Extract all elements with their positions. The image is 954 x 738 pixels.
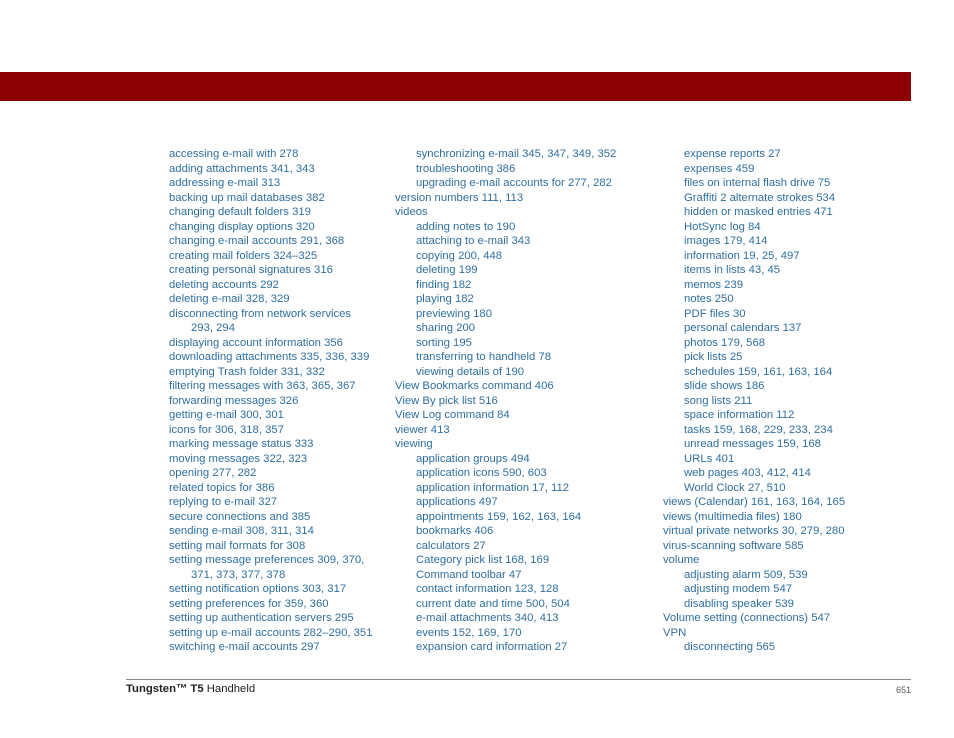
index-subentry: filtering messages with 363, 365, 367	[169, 380, 356, 392]
index-subentry: creating personal signatures 316	[169, 264, 333, 276]
index-subentry: URLs 401	[684, 452, 735, 465]
index-subentry: previewing 180	[416, 307, 492, 320]
index-subentry: transferring to handheld 78	[416, 351, 552, 363]
index-entry: View By pick list 516	[395, 394, 498, 407]
index-subentry: song lists 211	[684, 394, 753, 407]
index-subentry: disconnecting from network services	[169, 307, 352, 320]
index-subentry: disconnecting 565	[684, 641, 776, 653]
index-subentry: backing up mail databases 382	[169, 191, 325, 204]
index-entry: version numbers 111, 113	[395, 191, 524, 204]
index-subentry: attaching to e-mail 343	[416, 235, 531, 247]
index-subentry: switching e-mail accounts 297	[169, 641, 320, 653]
index-subentry: images 179, 414	[684, 235, 768, 247]
index-subentry: icons for 306, 318, 357	[169, 423, 284, 436]
index-subentry: pick lists 25	[684, 351, 743, 363]
header-band	[0, 72, 911, 101]
index-subentry: application information 17, 112	[416, 481, 570, 494]
index-subentry: web pages 403, 412, 414	[684, 467, 811, 479]
footer-product-rest: Handheld	[203, 683, 256, 695]
index-subentry: deleting 199	[416, 264, 478, 276]
index-entry: View Bookmarks command 406	[395, 380, 554, 392]
footer-product-bold: Tungsten™ T5	[126, 683, 204, 695]
index-subentry: HotSync log 84	[684, 220, 761, 233]
index-subentry: creating mail folders 324–325	[169, 249, 318, 262]
index-entry: virtual private networks 30, 279, 280	[663, 525, 845, 537]
index-entry: Volume setting (connections) 547	[663, 612, 831, 624]
footer-rule	[126, 679, 911, 680]
index-subentry: playing 182	[416, 293, 474, 305]
index-subentry: application groups 494	[416, 452, 530, 465]
index-entry: volume	[663, 554, 700, 566]
index-subentry: calculators 27	[416, 539, 486, 552]
index-entry: views (Calendar) 161, 163, 164, 165	[663, 496, 846, 508]
index-subentry: accessing e-mail with 278	[169, 148, 299, 160]
index-subentry: secure connections and 385	[169, 510, 311, 523]
index-subentry: Command toolbar 47	[416, 568, 522, 581]
index-subentry: files on internal flash drive 75	[684, 177, 831, 189]
index-subentry: applications 497	[416, 496, 498, 508]
index-subentry: photos 179, 568	[684, 336, 766, 349]
index-subentry: notes 250	[684, 293, 734, 305]
index-subentry: Category pick list 168, 169	[416, 554, 550, 566]
index-column-2	[395, 147, 660, 655]
index-subentry: changing e-mail accounts 291, 368	[169, 235, 345, 247]
index-subentry: setting notification options 303, 317	[169, 583, 347, 595]
index-subentry: setting preferences for 359, 360	[169, 597, 329, 610]
index-subentry: finding 182	[416, 278, 472, 291]
index-column-3	[663, 147, 908, 655]
index-subentry: addressing e-mail 313	[169, 177, 281, 189]
index-subentry: changing default folders 319	[169, 206, 311, 218]
index-subentry: PDF files 30	[684, 307, 746, 320]
index-subentry: space information 112	[684, 409, 795, 421]
index-subentry: sorting 195	[416, 336, 472, 349]
index-subentry: adding notes to 190	[416, 220, 516, 233]
index-subentry: memos 239	[684, 278, 744, 291]
index-subentry: replying to e-mail 327	[169, 496, 278, 508]
index-subentry: sending e-mail 308, 311, 314	[169, 525, 314, 537]
index-subentry: bookmarks 406	[416, 525, 494, 537]
page-number: 651	[895, 685, 911, 695]
index-subentry: tasks 159, 168, 229, 233, 234	[684, 423, 833, 436]
index-subentry: changing display options 320	[169, 220, 315, 233]
index-entry: viewer 413	[395, 423, 450, 436]
index-subentry: adjusting alarm 509, 539	[684, 568, 808, 581]
index-subentry: expansion card information 27	[416, 641, 568, 653]
index-subentry: emptying Trash folder 331, 332	[169, 365, 325, 378]
index-subentry: related topics for 386	[169, 481, 275, 494]
index-subentry: appointments 159, 162, 163, 164	[416, 510, 582, 523]
index-subentry: upgrading e-mail accounts for 277, 282	[416, 177, 612, 189]
index-subentry: setting up e-mail accounts 282–290, 351	[169, 626, 373, 639]
index-subentry: personal calendars 137	[684, 322, 802, 334]
index-subentry: displaying account information 356	[169, 336, 343, 349]
index-subentry: unread messages 159, 168	[684, 438, 821, 450]
index-subentry: getting e-mail 300, 301	[169, 409, 284, 421]
index-subentry: adding attachments 341, 343	[169, 162, 315, 175]
index-subentry: expense reports 27	[684, 148, 781, 160]
index-subentry: setting mail formats for 308	[169, 539, 306, 552]
index-subentry: schedules 159, 161, 163, 164	[684, 365, 833, 378]
index-subentry: application icons 590, 603	[416, 467, 547, 479]
index-subentry: items in lists 43, 45	[684, 264, 781, 276]
index-entry: views (multimedia files) 180	[663, 510, 802, 523]
index-subentry: adjusting modem 547	[684, 583, 793, 595]
index-subentry: contact information 123, 128	[416, 583, 559, 595]
index-subentry: synchronizing e-mail 345, 347, 349, 352	[416, 148, 617, 160]
index-entry-continuation: 293, 294	[191, 322, 235, 334]
index-subentry: setting message preferences 309, 370,	[169, 554, 365, 566]
index-entry: View Log command 84	[395, 409, 510, 421]
index-subentry: marking message status 333	[169, 438, 314, 450]
index-subentry: deleting accounts 292	[169, 278, 279, 291]
index-entry: videos	[395, 206, 428, 218]
index-subentry: moving messages 322, 323	[169, 452, 308, 465]
index-entry: virus-scanning software 585	[663, 539, 804, 552]
index-subentry: information 19, 25, 497	[684, 249, 800, 262]
index-subentry: events 152, 169, 170	[416, 626, 522, 639]
index-subentry: e-mail attachments 340, 413	[416, 612, 559, 624]
footer-title	[126, 683, 255, 695]
index-subentry: setting up authentication servers 295	[169, 612, 354, 624]
index-entry: VPN	[663, 626, 687, 639]
index-subentry: sharing 200	[416, 322, 476, 334]
index-subentry: disabling speaker 539	[684, 597, 794, 610]
index-column-1	[148, 147, 388, 655]
index-entry: viewing	[395, 438, 433, 450]
index-subentry: deleting e-mail 328, 329	[169, 293, 290, 305]
index-subentry: slide shows 186	[684, 380, 765, 392]
index-subentry: downloading attachments 335, 336, 339	[169, 351, 370, 363]
index-subentry: hidden or masked entries 471	[684, 206, 833, 218]
index-subentry: current date and time 500, 504	[416, 597, 570, 610]
index-entry-continuation: 371, 373, 377, 378	[191, 568, 286, 581]
index-subentry: troubleshooting 386	[416, 162, 516, 175]
index-subentry: Graffiti 2 alternate strokes 534	[684, 191, 836, 204]
index-subentry: copying 200, 448	[416, 249, 503, 262]
index-subentry: World Clock 27, 510	[684, 481, 786, 494]
index-subentry: opening 277, 282	[169, 467, 257, 479]
index-subentry: forwarding messages 326	[169, 394, 299, 407]
index-subentry: expenses 459	[684, 162, 755, 175]
index-subentry: viewing details of 190	[416, 365, 525, 378]
